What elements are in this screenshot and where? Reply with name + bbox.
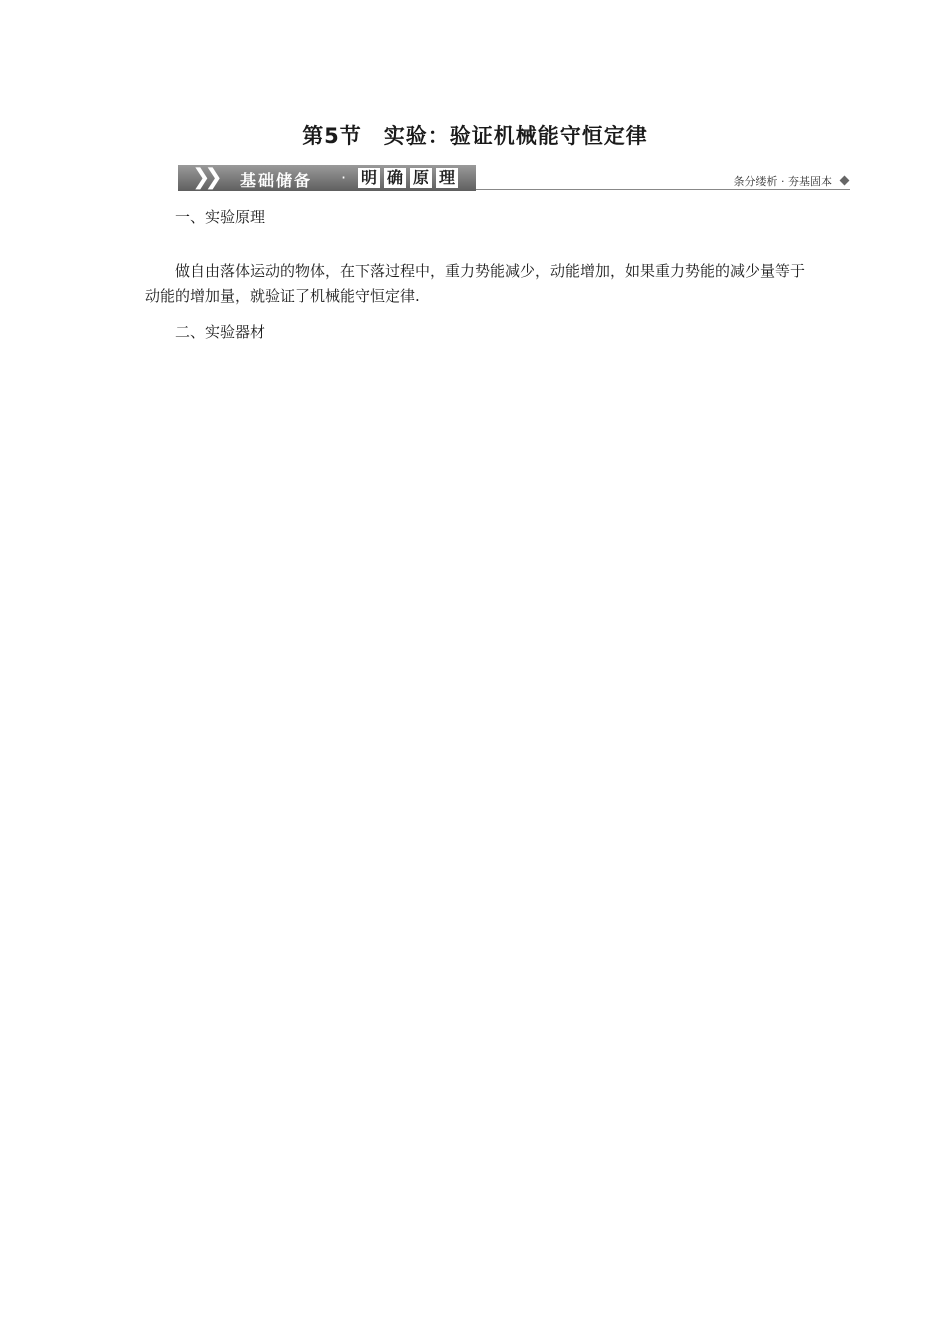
banner-box-3: 原 xyxy=(410,168,432,188)
banner-box-2: 确 xyxy=(384,168,406,188)
section-1-text: 做自由落体运动的物体，在下落过程中，重力势能减少，动能增加，如果重力势能的减少量等于动能的增加量，就验证了机械能守恒定律. xyxy=(145,262,806,305)
banner-box-1: 明 xyxy=(358,168,380,188)
page-title: 第5节 实验：验证机械能守恒定律 xyxy=(302,124,648,148)
double-chevron-icon: ❯❯ xyxy=(192,165,217,190)
banner-box-4: 理 xyxy=(436,168,458,188)
diamond-icon xyxy=(840,176,850,186)
section-2-heading: 二、实验器材 xyxy=(175,323,266,341)
banner-underline xyxy=(476,189,850,190)
banner-title: 基础储备 xyxy=(240,171,313,190)
section-1-heading: 一、实验原理 xyxy=(175,208,266,226)
banner-dot: · xyxy=(341,168,347,187)
section-banner xyxy=(178,165,850,193)
banner-subtitle: 条分缕析 · 夯基固本 xyxy=(733,175,832,188)
